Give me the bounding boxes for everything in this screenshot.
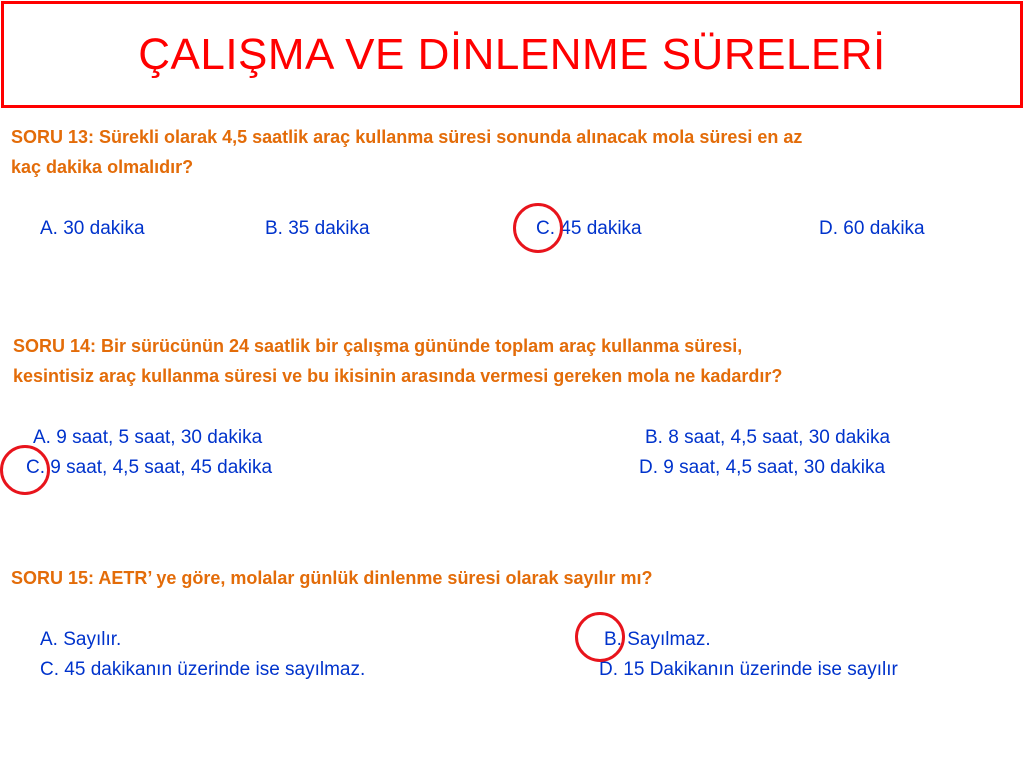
question-15-line-1: SORU 15: AETR’ ye göre, molalar günlük dinlenme süresi olarak sayılır mı? <box>11 568 653 588</box>
question-14-line-2: kesintisiz araç kullanma süresi ve bu ikisinin arasında vermesi gereken mola ne kadardır? <box>13 366 783 386</box>
question-14-text <box>13 331 782 391</box>
question-13-answer-circle <box>513 203 563 253</box>
question-14-line-1: SORU 14: Bir sürücünün 24 saatlik bir çalışma gününde toplam araç kullanma süresi, <box>13 336 743 356</box>
question-15-text <box>11 563 653 593</box>
question-14-option-d: D. 9 saat, 4,5 saat, 30 dakika <box>639 457 886 478</box>
question-13-option-c: C. 45 dakika <box>536 218 642 239</box>
question-13-option-b: B. 35 dakika <box>265 218 370 239</box>
question-15-option-c: C. 45 dakikanın üzerinde ise sayılmaz. <box>40 659 366 680</box>
slide-title: ÇALIŞMA VE DİNLENME SÜRELERİ <box>138 29 886 79</box>
question-14-option-a: A. 9 saat, 5 saat, 30 dakika <box>33 427 263 448</box>
question-15-option-a: A. Sayılır. <box>40 629 122 650</box>
question-13-line-1: SORU 13: Sürekli olarak 4,5 saatlik araç kullanma süresi sonunda alınacak mola süresi en az <box>11 127 803 147</box>
question-15-answer-circle <box>575 612 625 662</box>
question-15-option-b: B. Sayılmaz. <box>604 629 711 650</box>
question-14-option-c: C. 9 saat, 4,5 saat, 45 dakika <box>26 457 273 478</box>
question-14-answer-circle <box>0 445 50 495</box>
title-box <box>1 1 1023 108</box>
question-15-option-d: D. 15 Dakikanın üzerinde ise sayılır <box>599 659 898 680</box>
question-13-option-a: A. 30 dakika <box>40 218 145 239</box>
question-13-option-d: D. 60 dakika <box>819 218 925 239</box>
question-13-text <box>11 122 802 182</box>
question-13-line-2: kaç dakika olmalıdır? <box>11 157 194 177</box>
question-14-option-b: B. 8 saat, 4,5 saat, 30 dakika <box>645 427 891 448</box>
